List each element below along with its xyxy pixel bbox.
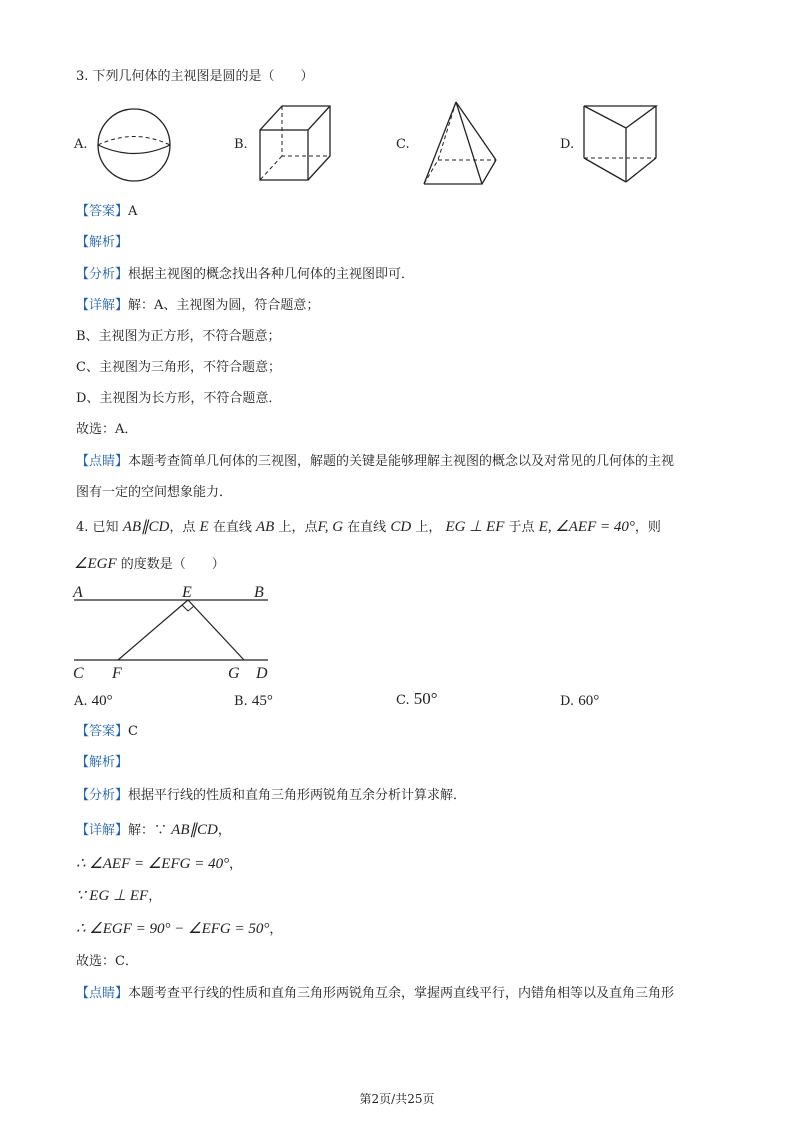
q4-step-3 xyxy=(76,921,282,938)
q3-xiangjie-line-d: D、主视图为长方形，不符合题意． xyxy=(76,391,282,406)
q4-t6: 于点 xyxy=(508,520,535,535)
step-1-math: ∴ ∠AEF = ∠EFG = 40° xyxy=(76,856,230,872)
step-2-math: ∵ EG ⊥ EF xyxy=(76,888,149,904)
q4-FG: F, G xyxy=(317,519,344,535)
q4-dianjing xyxy=(76,986,674,1002)
q4-t4: 在直线 xyxy=(347,520,387,535)
xiangjie-math: AB∥CD xyxy=(171,822,218,838)
comma: ， xyxy=(229,857,243,872)
xiangjie-prefix: 解：∵ xyxy=(128,823,168,838)
label-B: B xyxy=(254,584,264,601)
label-F: F xyxy=(112,665,122,682)
q4-t2: 在直线 xyxy=(212,520,252,535)
pyramid-figure xyxy=(420,100,500,188)
label-A: A xyxy=(73,584,83,601)
opt-d-value: 60° xyxy=(578,693,600,709)
q4-t7: ，则 xyxy=(634,520,661,535)
opt-a-value: 40° xyxy=(91,693,113,709)
q4-perp: EG ⊥ EF xyxy=(445,519,505,535)
q3-option-d-label: D. xyxy=(560,137,575,152)
label-E: E xyxy=(182,584,192,601)
answer-tag: 【答案】 xyxy=(76,204,129,219)
q4-option-c xyxy=(396,691,438,709)
q3-answer xyxy=(76,204,137,220)
q4-stem-prefix: 4. 已知 xyxy=(76,520,119,535)
q4-option-d xyxy=(560,693,599,710)
opt-b-label: B. xyxy=(234,694,248,709)
q3-option-b-label: B. xyxy=(234,137,248,152)
step-3-math: ∴ ∠EGF = 90° − ∠EFG = 50° xyxy=(76,921,270,937)
q3-xiangjie-line-b: B、主视图为正方形，不符合题意； xyxy=(76,329,281,344)
q3-option-a-label: A. xyxy=(74,137,88,152)
q3-dianjing xyxy=(76,454,674,470)
q4-t5: 上， xyxy=(415,520,442,535)
dianjing-tag: 【点睛】 xyxy=(76,454,129,469)
prism-figure xyxy=(582,104,662,184)
fenxi-text: 根据主视图的概念找出各种几何体的主视图即可． xyxy=(128,267,415,282)
opt-c-label: C. xyxy=(396,693,410,708)
q4-guxuan: 故选：C． xyxy=(76,954,138,969)
dianjing-text: 本题考查平行线的性质和直角三角形两锐角互余，掌握两直线平行，内错角相等以及直角三角形 xyxy=(128,986,675,1001)
q4-AB: AB xyxy=(255,519,275,535)
q3-xiangjie xyxy=(76,298,319,314)
q4-E: E xyxy=(199,519,209,535)
q4-answer xyxy=(76,724,138,740)
opt-a-label: A. xyxy=(74,694,88,709)
q3-dianjing-cont: 图有一定的空间想象能力． xyxy=(76,485,233,500)
comma: ， xyxy=(148,889,162,904)
xiangjie-suffix: ， xyxy=(217,823,231,838)
q4-t1: ，点 xyxy=(169,520,196,535)
q4-analysis-tag: 【解析】 xyxy=(76,755,129,770)
fenxi-tag: 【分析】 xyxy=(76,267,129,282)
dianjing-text: 本题考查简单几何体的三视图，解题的关键是能够理解主视图的概念以及对常见的几何体的主视 xyxy=(128,454,675,469)
q4-angle-egf: ∠EGF xyxy=(74,556,117,572)
q4-option-b xyxy=(234,693,273,710)
q4-stem-line1 xyxy=(76,519,661,536)
opt-d-label: D. xyxy=(560,694,575,709)
q4-fenxi xyxy=(76,788,466,804)
q3-fenxi xyxy=(76,267,414,283)
dianjing-tag: 【点睛】 xyxy=(76,986,129,1001)
q3-option-c-label: C. xyxy=(396,137,410,152)
parallel-lines-figure xyxy=(68,582,278,682)
q4-cond: E, ∠AEF = 40° xyxy=(538,519,635,535)
q4-stem-line2 xyxy=(74,556,225,573)
xiangjie-line: 解：A、主视图为圆，符合题意； xyxy=(128,298,320,313)
label-C: C xyxy=(73,665,84,682)
label-D: D xyxy=(256,665,268,682)
page-footer: 第2页/共25页 xyxy=(359,1092,435,1106)
q4-t3: 上，点 xyxy=(278,520,318,535)
answer-value: C xyxy=(128,724,138,739)
answer-value: A xyxy=(128,204,138,219)
q4-option-a xyxy=(74,693,113,710)
q4-step-1 xyxy=(76,856,242,873)
q3-analysis-tag: 【解析】 xyxy=(76,235,129,250)
q4-xiangjie xyxy=(76,822,231,839)
comma: ， xyxy=(269,922,283,937)
q4-CD: CD xyxy=(390,519,412,535)
opt-b-value: 45° xyxy=(251,693,273,709)
cube-figure xyxy=(256,104,336,184)
q3-stem: 3. 下列几何体的主视图是圆的是（ ） xyxy=(76,69,314,84)
opt-c-value: 50° xyxy=(413,689,438,708)
xiangjie-tag: 【详解】 xyxy=(76,823,129,838)
q4-line2-text: 的度数是（ ） xyxy=(120,557,225,572)
fenxi-text: 根据平行线的性质和直角三角形两锐角互余分析计算求解． xyxy=(128,788,467,803)
fenxi-tag: 【分析】 xyxy=(76,788,129,803)
q3-xiangjie-line-c: C、主视图为三角形，不符合题意； xyxy=(76,360,281,375)
q4-step-2 xyxy=(76,888,161,905)
q3-guxuan: 故选：A． xyxy=(76,422,138,437)
q4-ab-cd: AB∥CD xyxy=(122,519,170,535)
sphere-figure xyxy=(94,106,174,186)
answer-tag: 【答案】 xyxy=(76,724,129,739)
label-G: G xyxy=(228,665,240,682)
xiangjie-tag: 【详解】 xyxy=(76,298,129,313)
